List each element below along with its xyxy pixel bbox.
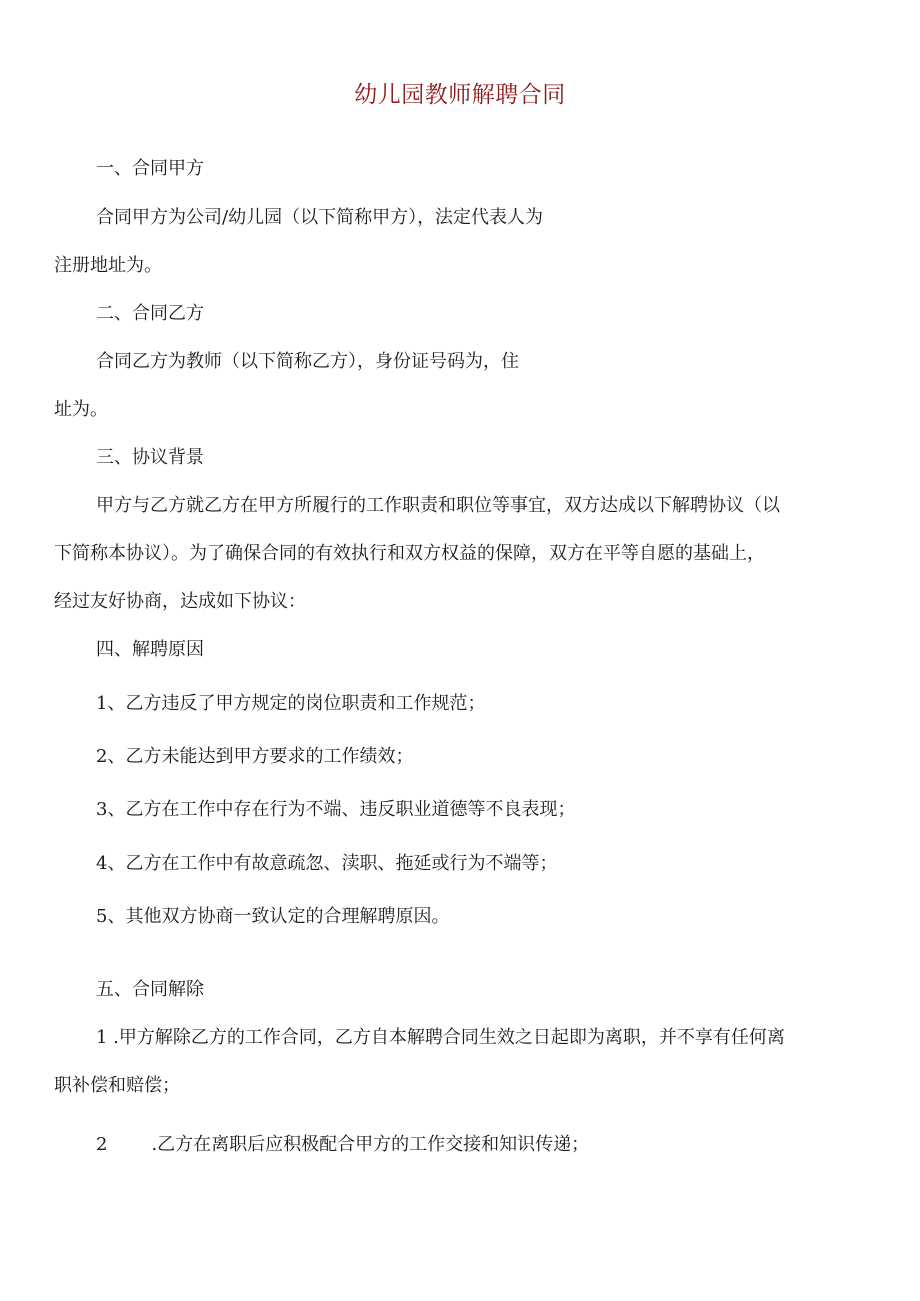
document-title: 幼儿园教师解聘合同 [354, 82, 566, 108]
paragraph-line: 合同甲方为公司/幼儿园（以下简称甲方），法定代表人为 [96, 207, 544, 228]
list-item [96, 1133, 589, 1157]
paragraph-line: 注册地址为。 [54, 255, 162, 276]
list-item: 5、其他双方协商一致认定的合理解聘原因。 [96, 906, 450, 927]
section-heading-party-b: 二、合同乙方 [96, 303, 204, 324]
paragraph-line: 合同乙方为教师（以下简称乙方），身份证号码为，住 [96, 351, 519, 372]
paragraph-line: 下简称本协议）。为了确保合同的有效执行和双方权益的保障，双方在平等自愿的基础上， [54, 543, 765, 564]
list-item: 2、乙方未能达到甲方要求的工作绩效； [96, 746, 414, 767]
list-item-number: 2 [96, 1134, 108, 1155]
list-item: 4、乙方在工作中有故意疏忽、渎职、拖延或行为不端等； [96, 853, 558, 874]
paragraph-line: 址为。 [54, 399, 108, 420]
list-item: 1 .甲方解除乙方的工作合同，乙方自本解聘合同生效之日起即为离职，并不享有任何离 [96, 1027, 785, 1048]
paragraph-line: 经过友好协商，达成如下协议： [54, 591, 306, 612]
section-heading-background: 三、协议背景 [96, 447, 204, 468]
list-item: 1、乙方违反了甲方规定的岗位职责和工作规范； [96, 693, 486, 714]
paragraph-line: 甲方与乙方就乙方在甲方所履行的工作职责和职位等事宜，双方达成以下解聘协议（以 [96, 495, 780, 516]
section-heading-party-a: 一、合同甲方 [96, 158, 204, 179]
section-heading-dismissal-reasons: 四、解聘原因 [96, 639, 204, 660]
list-item-text: .乙方在离职后应积极配合甲方的工作交接和知识传递； [151, 1134, 590, 1155]
paragraph-line: 职补偿和赔偿； [54, 1075, 180, 1096]
list-item: 3、乙方在工作中存在行为不端、违反职业道德等不良表现； [96, 799, 576, 820]
section-heading-contract-termination: 五、合同解除 [96, 979, 204, 1000]
